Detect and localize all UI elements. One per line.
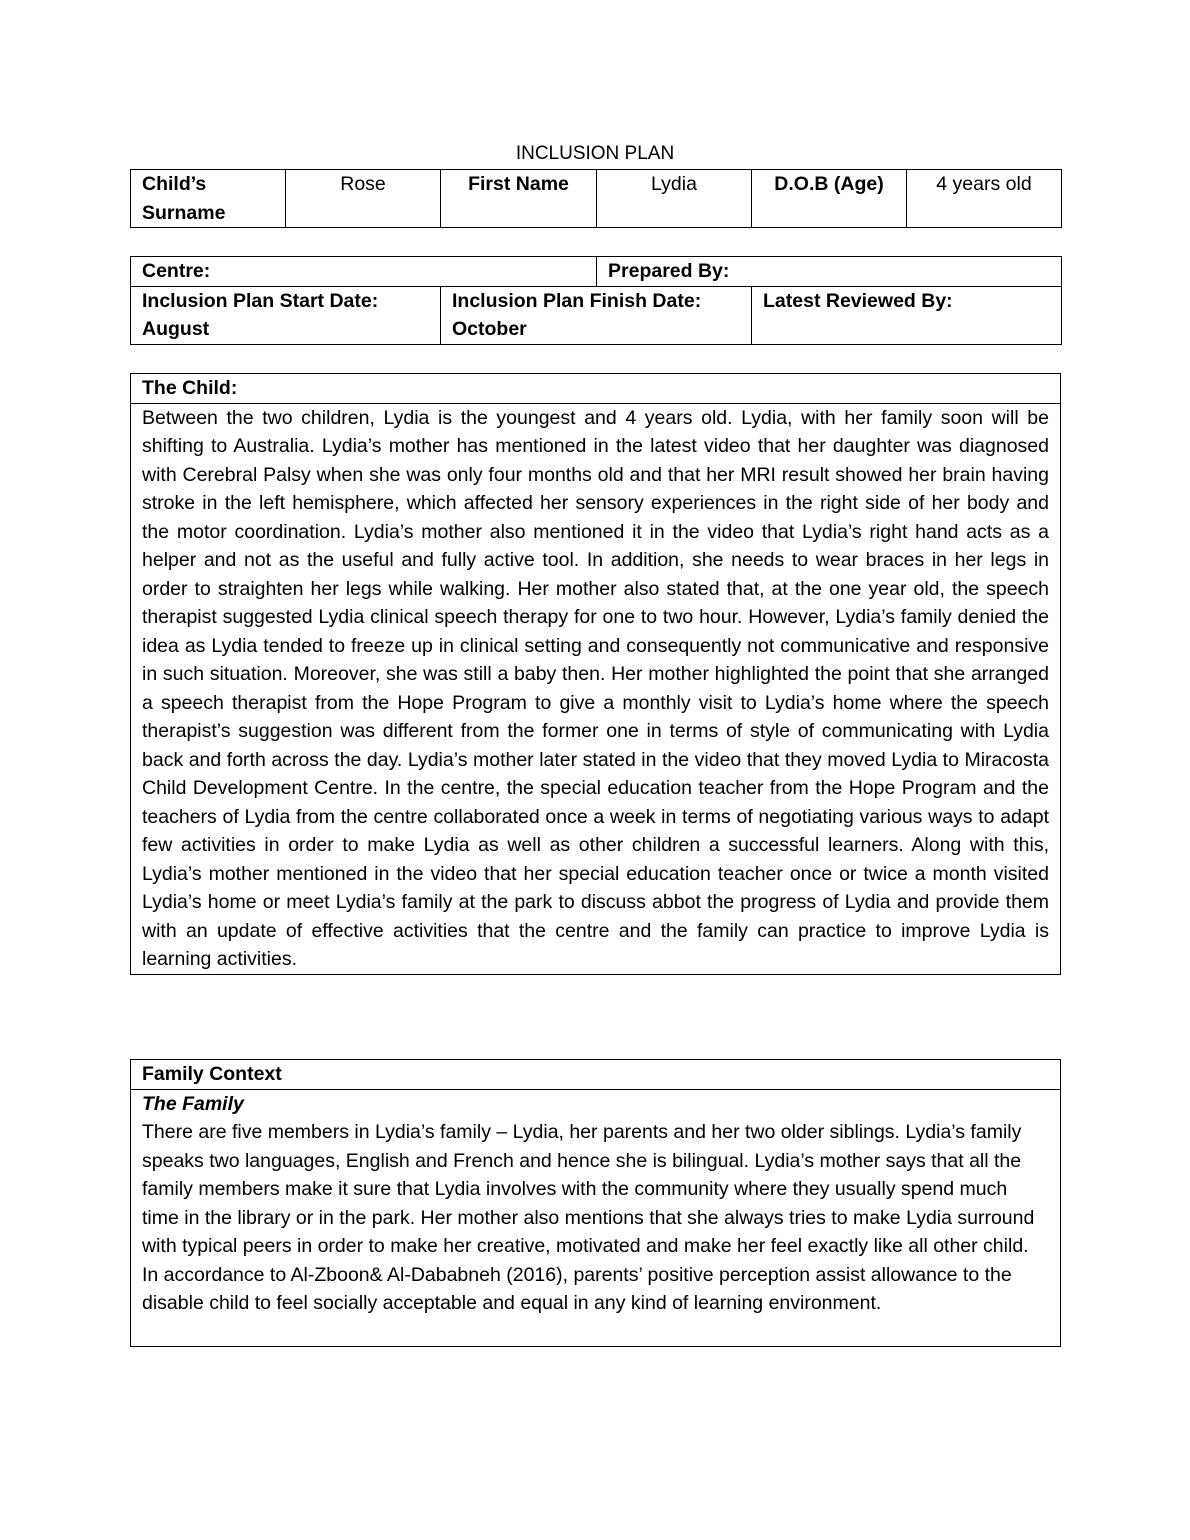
dob-label: D.O.B (Age) (752, 170, 907, 228)
surname-value: Rose (286, 170, 441, 228)
first-name-value: Lydia (597, 170, 752, 228)
finish-date-value: October (452, 318, 527, 340)
centre-label: Centre: (131, 257, 597, 287)
finish-date-cell (441, 286, 752, 344)
the-child-body-cell (131, 403, 1061, 974)
the-child-table (130, 373, 1061, 975)
prepared-by-label: Prepared By: (597, 257, 1062, 287)
table-row (131, 170, 1062, 228)
family-context-heading: Family Context (131, 1060, 1061, 1090)
child-details-table (130, 169, 1062, 228)
start-date-label: Inclusion Plan Start Date: (142, 289, 379, 312)
family-paragraph: There are five members in Lydia’s family – Lydia, her parents and her two older siblings. Lydia’s family speaks two languages, English and French and hence she is bilingual. Lydia’s mother says that all the family members make it sure that Lydia involves with the community where they usually spend much time in the library or in the park. Her mother also mentions that she always tries to make Lydia surround with typical peers in order to make her creative, motivated and make her feel exactly like all other child. In accordance to Al-Zboon& Al-Dababneh (2016), parents’ positive perception assist allowance to the disable child to feel socially acceptable and equal in any kind of learning environment. (142, 1121, 1035, 1314)
family-body-cell (131, 1089, 1061, 1346)
family-subheading: The Family (142, 1092, 244, 1115)
reviewed-by-label: Latest Reviewed By: (752, 286, 1062, 344)
start-date-value: August (142, 318, 210, 340)
the-child-paragraph: Between the two children, Lydia is the youngest and 4 years old. Lydia, with her family soon will be shifting to Australia. Lydia’s mother has mentioned in the latest video that her daughter was diagnosed with Cerebral Palsy when she was only four months old and that her MRI result showed her brain having stroke in the left hemisphere, which affected her sensory experiences in the right side of her body and the motor coordination. Lydia’s mother also mentioned it in the video that Lydia’s right hand acts as a helper and not as the useful and fully active tool. In addition, she needs to wear braces in her legs in order to straighten her legs while walking. Her mother also stated that, at the one year old, the speech therapist suggested Lydia clinical speech therapy for one to two hour. However, Lydia’s family denied the idea as Lydia tended to freeze up in clinical setting and consequently not communicative and responsive in such situation. Moreover, she was still a baby then. Her mother highlighted the point that she arranged a speech therapist from the Hope Program to give a monthly visit to Lydia’s home where the speech therapist’s suggestion was different from the former one in terms of style of communicating with Lydia back and forth across the day. Lydia’s mother later stated in the video that they moved Lydia to Miracosta Child Development Centre. In the centre, the special education teacher from the Hope Program and the teachers of Lydia from the centre collaborated once a week in terms of negotiating various ways to adapt few activities in order to make Lydia as well as other children a successful learners. Along with this, Lydia’s mother mentioned in the video that her special education teacher once or twice a month visited Lydia’s home or meet Lydia’s family at the park to discuss abbot the progress of Lydia and provide them with an update of effective activities that the centre and the family can practice to improve Lydia is learning activities. (142, 406, 1049, 970)
table-row (131, 1060, 1061, 1090)
table-row (131, 374, 1061, 404)
start-date-cell (131, 286, 441, 344)
the-child-heading: The Child: (131, 374, 1061, 404)
family-context-table (130, 1059, 1061, 1347)
finish-date-label: Inclusion Plan Finish Date: (452, 289, 702, 312)
table-row (131, 286, 1062, 344)
dob-value: 4 years old (907, 170, 1062, 228)
surname-label: Child’s Surname (131, 170, 286, 228)
first-name-label: First Name (441, 170, 597, 228)
table-row (131, 257, 1062, 287)
table-row (131, 1089, 1061, 1346)
table-row (131, 403, 1061, 974)
document-title: INCLUSION PLAN (515, 143, 675, 164)
plan-details-table (130, 256, 1062, 345)
